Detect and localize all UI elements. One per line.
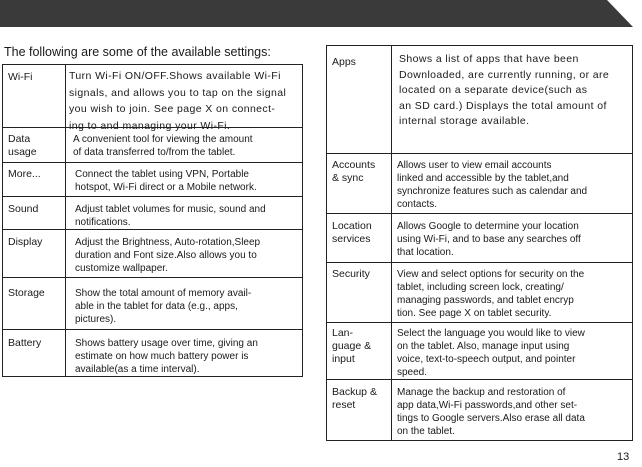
setting-description: View and select options for security on the tablet, including screen lock, creating/ managing passwords, and tablet encryp tion. See page X on tablet security. — [397, 269, 585, 319]
table-row-security — [327, 262, 632, 322]
setting-description: Select the language you would like to view on the tablet. Also, manage input using voice, text-to-speech output, and pointer speed. — [397, 328, 585, 378]
table-row-language-input — [327, 322, 632, 379]
table-row-accounts-sync — [327, 153, 632, 213]
table-row-more — [3, 162, 302, 196]
setting-term: More... — [8, 168, 41, 180]
intro-heading: The following are some of the available settings: — [4, 45, 271, 59]
setting-term: Lan- guage & input — [332, 327, 372, 365]
setting-description: Allows Google to determine your location using Wi-Fi, and to base any searches off that location. — [397, 221, 581, 258]
setting-description: Allows user to view email accounts linked and accessible by the tablet,and synchronize features such as calendar and contacts. — [397, 160, 588, 210]
setting-term: Security — [332, 268, 370, 280]
setting-description: Manage the backup and restoration of app data,Wi-Fi passwords,and other set- tings to Google servers.Also erase all data on the tablet. — [397, 387, 585, 437]
table-row-apps — [327, 46, 632, 153]
setting-term: Location services — [332, 220, 372, 245]
setting-description: Shows battery usage over time, giving an estimate on how much battery power is available(as a time interval). — [75, 338, 258, 375]
table-row-sound — [3, 196, 302, 229]
setting-description: Adjust tablet volumes for music, sound and notifications. — [75, 204, 266, 228]
setting-term: Sound — [8, 203, 39, 215]
setting-description: Adjust the Brightness, Auto-rotation,Sleep duration and Font size.Also allows you to customize wallpaper. — [75, 237, 261, 274]
setting-description: Turn Wi-Fi ON/OFF.Shows available Wi-Fi signals, and allows you to tap on the signal you wish to join. See page X on connect- ing to and managing your Wi-Fi. — [69, 70, 287, 132]
settings-table-right — [326, 45, 633, 441]
setting-term: Accounts & sync — [332, 159, 376, 184]
table-row-data-usage — [3, 127, 302, 162]
table-row-backup-reset — [327, 379, 632, 440]
setting-term: Display — [8, 236, 43, 248]
settings-table-left — [2, 64, 303, 377]
table-row-storage — [3, 277, 302, 329]
setting-term: Wi-Fi — [8, 71, 33, 83]
setting-description: Shows a list of apps that have been Downloaded, are currently running, or are located on a separate device(such as an SD card.) Displays the total amount of internal storage available. — [399, 53, 610, 127]
setting-description: A convenient tool for viewing the amount of data transferred to/from the tablet. — [73, 134, 253, 158]
setting-term: Apps — [332, 56, 356, 68]
page-number: 13 — [617, 451, 630, 463]
table-row-display — [3, 229, 302, 277]
setting-term: Battery — [8, 337, 42, 349]
setting-description: Show the total amount of memory avail- able in the tablet for data (e.g., apps, pictures). — [75, 288, 252, 325]
header-band-shape — [0, 0, 642, 28]
header-band — [0, 0, 642, 28]
setting-term: Storage — [8, 287, 45, 299]
setting-description: Connect the tablet using VPN, Portable hotspot, Wi-Fi direct or a Mobile network. — [75, 169, 257, 193]
table-row-battery — [3, 329, 302, 376]
setting-term: Data usage — [8, 133, 37, 158]
table-row-location-services — [327, 213, 632, 262]
table-row-wifi — [3, 65, 302, 132]
setting-term: Backup & reset — [332, 386, 377, 411]
